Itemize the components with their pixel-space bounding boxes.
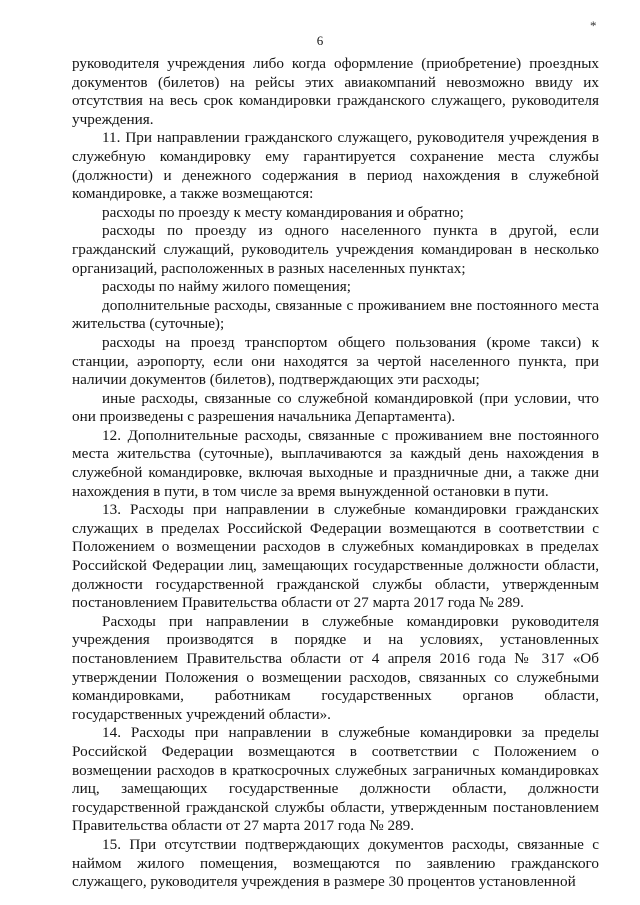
- list-item-lodging: расходы по найму жилого помещения;: [102, 278, 352, 296]
- paragraph-14: 14. Расходы при направлении в служебные командировки за пределы Российской Федерации возмещаются в соответствии с Положением о возмещении расходов в краткосрочных служебных заграничных командировках лиц, замещающих государственные должности области, должности государственной гражданской службы области, утвержденным постановлением Правительства области от 27 марта 2017 года № 289.: [72, 724, 599, 835]
- paragraph-11: 11. При направлении гражданского служащего, руководителя учреждения в служебную командировку ему гарантируется сохранение места службы (должности) и денежного содержания в период нахождения в служебной командировке, а также возмещаются:: [72, 129, 599, 203]
- paragraph-continuation: руководителя учреждения либо когда оформление (приобретение) проездных документов (билетов) на рейсы этих авиакомпаний невозможно ввиду их отсутствия на весь срок командировки гражданского служащего, руководителя учреждения.: [72, 55, 599, 128]
- list-item-per-diem: дополнительные расходы, связанные с проживанием вне постоянного места жительства (суточные);: [72, 296, 599, 333]
- list-item-intercity: расходы по проезду из одного населенного пункта в другой, если гражданский служащий, руководитель учреждения командирован в несколько организаций, расположенных в разных населенных пунктах;: [72, 222, 599, 277]
- paragraph-12: 12. Дополнительные расходы, связанные с проживанием вне постоянного места жительства (суточные), выплачиваются за каждый день нахождения в служебной командировке, включая выходные и праздничные дни, а также дни нахождения в пути, в том числе за время вынужденной остановки в пути.: [72, 426, 599, 500]
- corner-mark: *: [590, 18, 597, 33]
- list-item-other: иные расходы, связанные со служебной командировкой (при условии, что они произведены с разрешения начальника Департамента).: [72, 389, 599, 426]
- paragraph-13-director: Расходы при направлении в служебные командировки руководителя учреждения производятся в порядке и на условиях, установленных постановлением Правительства области от 4 апреля 2016 года № 317 «Об утверждении Положения о возмещении расходов, связанных со служебными командировками, работникам государственных органов области, государственных учреждений области».: [72, 612, 599, 723]
- paragraph-13: 13. Расходы при направлении в служебные командировки гражданских служащих в пределах Российской Федерации возмещаются в соответствии с Положением о возмещении расходов в служебных командировках в пределах Российской Федерации лиц, замещающих государственные должности области, должности государственной гражданской службы области, утвержденным постановлением Правительства области от 27 марта 2017 года № 289.: [72, 501, 599, 612]
- list-item-travel: расходы по проезду к месту командирования и обратно;: [102, 203, 464, 221]
- list-item-public-transport: расходы на проезд транспортом общего пользования (кроме такси) к станции, аэропорту, если они находятся за чертой населенного пункта, при наличии документов (билетов), подтверждающих эти расходы;: [72, 333, 599, 389]
- page-number: 6: [316, 33, 324, 48]
- document-body: [72, 55, 599, 892]
- paragraph-15: 15. При отсутствии подтверждающих документов расходы, связанные с наймом жилого помещения, возмещаются по заявлению гражданского служащего, руководителя учреждения в размере 30 процентов установленной: [72, 835, 599, 891]
